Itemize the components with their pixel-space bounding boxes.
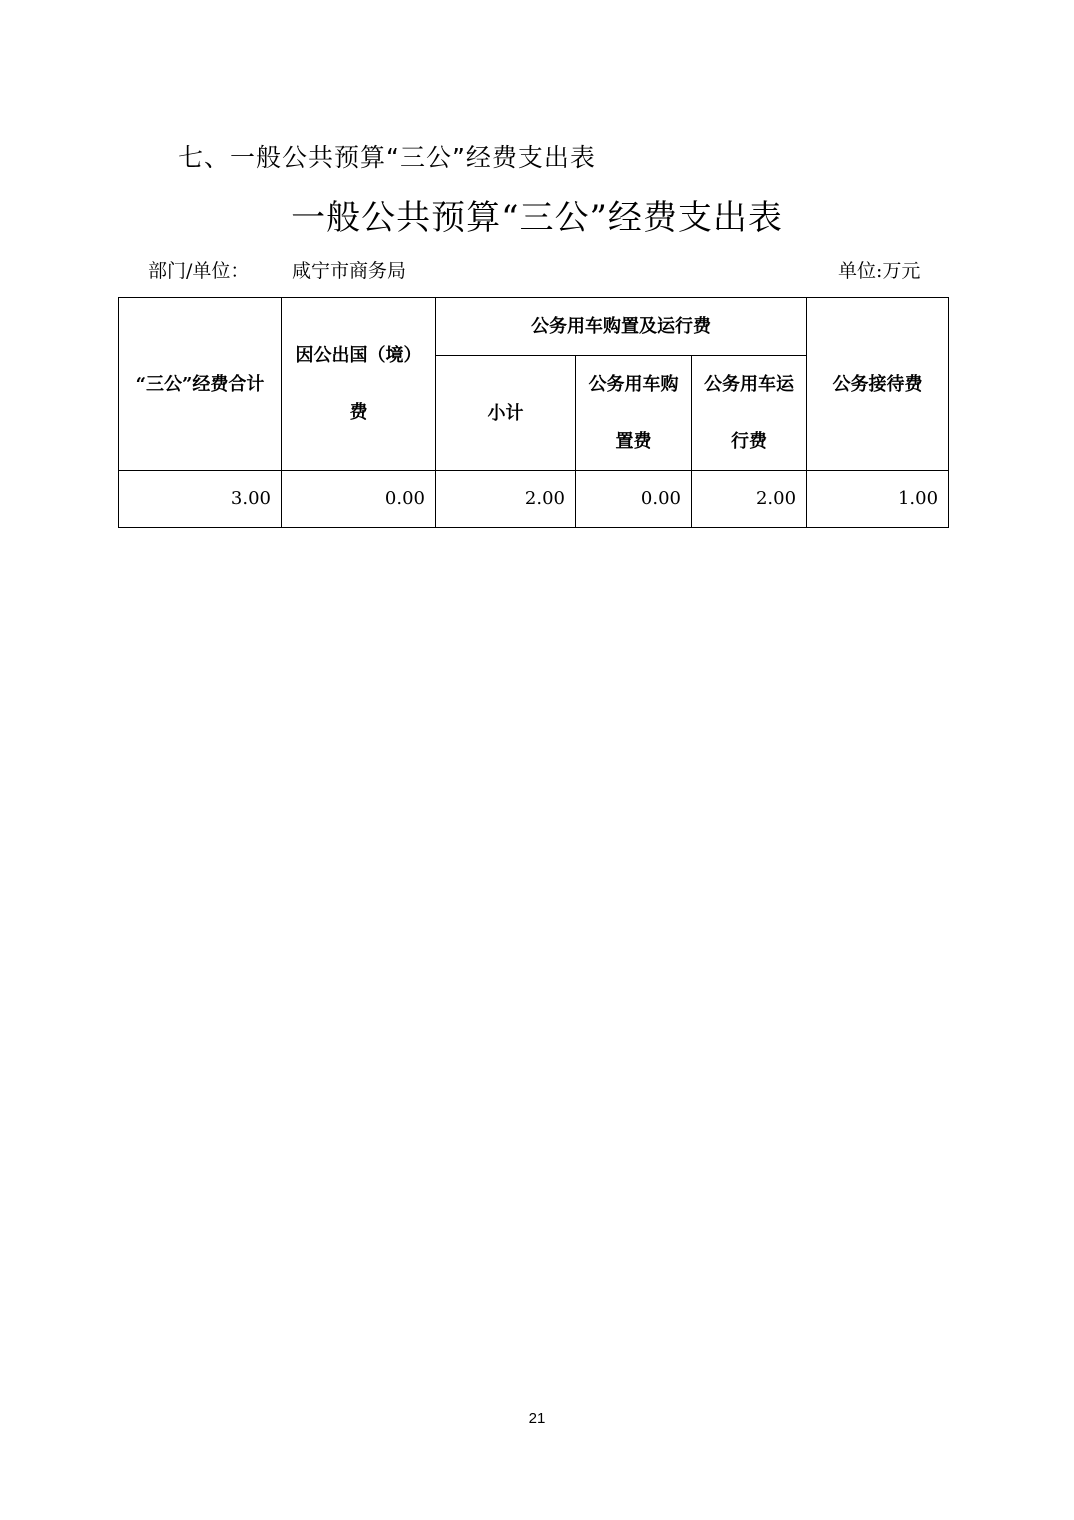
value-abroad: 0.00 bbox=[282, 471, 436, 528]
three-public-expenses-table bbox=[118, 297, 949, 528]
value-vehicle-operation: 2.00 bbox=[692, 471, 807, 528]
page-number: 21 bbox=[528, 1410, 546, 1427]
header-total: “三公”经费合计 bbox=[119, 298, 282, 471]
header-subtotal: 小计 bbox=[436, 356, 576, 471]
unit-label: 单位:万元 bbox=[838, 260, 921, 282]
section-heading: 七、一般公共预算“三公”经费支出表 bbox=[178, 143, 596, 172]
header-vehicle-group: 公务用车购置及运行费 bbox=[436, 298, 807, 356]
value-vehicle-purchase: 0.00 bbox=[576, 471, 692, 528]
value-total: 3.00 bbox=[119, 471, 282, 528]
value-subtotal: 2.00 bbox=[436, 471, 576, 528]
document-title: 一般公共预算“三公”经费支出表 bbox=[291, 198, 783, 238]
header-abroad: 因公出国（境）费 bbox=[282, 298, 436, 471]
department-name: 咸宁市商务局 bbox=[292, 260, 407, 282]
header-reception: 公务接待费 bbox=[807, 298, 949, 471]
header-row-1 bbox=[119, 298, 949, 356]
value-reception: 1.00 bbox=[807, 471, 949, 528]
header-vehicle-purchase: 公务用车购置费 bbox=[576, 356, 692, 471]
table-row bbox=[119, 471, 949, 528]
department-label: 部门/单位： bbox=[148, 260, 250, 282]
header-vehicle-operation: 公务用车运行费 bbox=[692, 356, 807, 471]
